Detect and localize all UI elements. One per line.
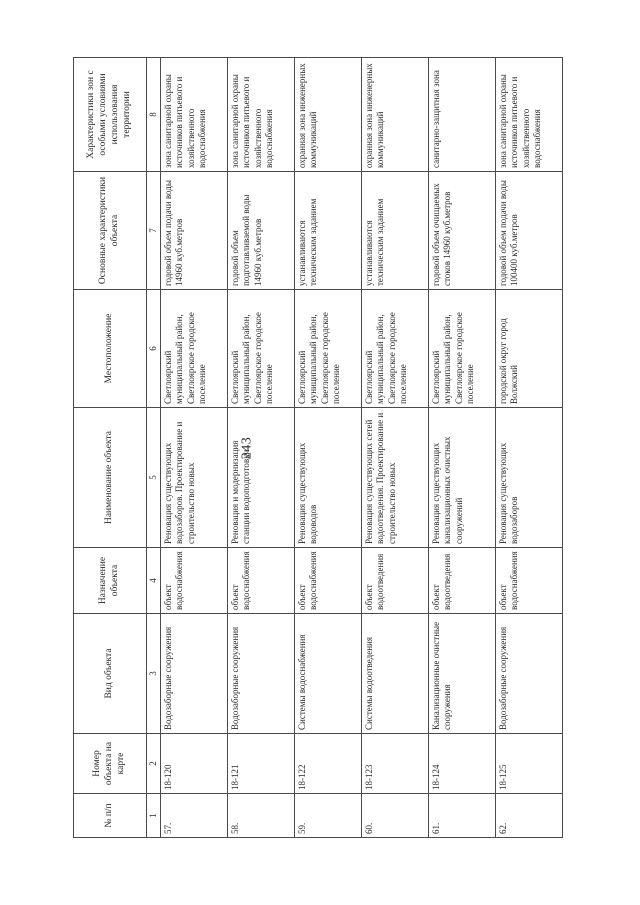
object-characteristics: годовой объем очищаемых стоков 14960 куб.метров <box>429 172 496 290</box>
object-location: городской округ город Волжский <box>496 290 563 408</box>
header-cell: Назначение объекта <box>74 548 147 614</box>
zone-characteristics: санитарно-защитная зона <box>429 58 496 172</box>
column-index: 7 <box>147 172 161 290</box>
header-cell: Наименование объекта <box>74 408 147 548</box>
object-characteristics: годовой объем подачи воды 100400 куб.метров <box>496 172 563 290</box>
object-characteristics: годовой объем подготавливаемой воды 14960 куб.метров <box>228 172 295 290</box>
header-cell: Вид объекта <box>74 614 147 734</box>
column-index: 4 <box>147 548 161 614</box>
row-number: 60. <box>362 794 429 838</box>
object-purpose: объект водоснабжения <box>295 548 362 614</box>
object-type: Системы водоотведения <box>362 614 429 734</box>
column-index: 5 <box>147 408 161 548</box>
map-number: 18-125 <box>496 734 563 794</box>
map-number: 18-121 <box>228 734 295 794</box>
object-name: Реновация существующих водозаборов <box>496 408 563 548</box>
object-name: Реновация существующих канализационных очистных сооружений <box>429 408 496 548</box>
column-index: 6 <box>147 290 161 408</box>
object-characteristics: устанавливаются техническим заданием <box>295 172 362 290</box>
table-row <box>362 58 429 838</box>
object-purpose: объект водоснабжения <box>496 548 563 614</box>
object-characteristics: годовой объем подачи воды 14960 куб.метров <box>161 172 228 290</box>
object-purpose: объект водоотведения <box>429 548 496 614</box>
object-purpose: объект водоснабжения <box>161 548 228 614</box>
row-number: 61. <box>429 794 496 838</box>
header-cell: № п/п <box>74 794 147 838</box>
object-type: Водозаборные сооружения <box>161 614 228 734</box>
object-name: Реновация и модернизация станции водоподготовки <box>228 408 295 548</box>
header-row <box>74 58 147 838</box>
column-index: 2 <box>147 734 161 794</box>
header-cell: Характеристики зон с особыми условиями использования территории <box>74 58 147 172</box>
object-purpose: объект водоснабжения <box>228 548 295 614</box>
object-purpose: объект водоотведения <box>362 548 429 614</box>
page-number: 243 <box>239 436 255 460</box>
object-location: Светлоярский муниципальный район, Светлоярское городское поселение <box>429 290 496 408</box>
table-row <box>161 58 228 838</box>
object-type: Системы водоснабжения <box>295 614 362 734</box>
object-characteristics: устанавливаются техническим заданием <box>362 172 429 290</box>
table-row <box>295 58 362 838</box>
header-cell: Номер объекта на карте <box>74 734 147 794</box>
column-index: 8 <box>147 58 161 172</box>
zone-characteristics: охранная зона инженерных коммуникаций <box>295 58 362 172</box>
column-index: 1 <box>147 794 161 838</box>
object-name: Реновация существующих водозаборов. Проектирование и строительство новых <box>161 408 228 548</box>
map-number: 18-120 <box>161 734 228 794</box>
zone-characteristics: зона санитарной охраны источников питьевого и хозяйственного водоснабжения <box>496 58 563 172</box>
zone-characteristics: зона санитарной охраны источников питьевого и хозяйственного водоснабжения <box>161 58 228 172</box>
object-name: Реновация существующих сетей водоотведения. Проектирование и строительство новых <box>362 408 429 548</box>
object-location: Светлоярский муниципальный район, Светлоярское городское поселение <box>161 290 228 408</box>
header-cell: Основные характеристики объекта <box>74 172 147 290</box>
row-number: 58. <box>228 794 295 838</box>
object-type: Водозаборные сооружения <box>228 614 295 734</box>
table-row <box>496 58 563 838</box>
row-number: 57. <box>161 794 228 838</box>
object-type: Канализационные очистные сооружения <box>429 614 496 734</box>
zone-characteristics: зона санитарной охраны источников питьевого и хозяйственного водоснабжения <box>228 58 295 172</box>
object-name: Реновация существующих водоводов <box>295 408 362 548</box>
rotated-table-container <box>73 58 542 838</box>
zone-characteristics: охранная зона инженерных коммуникаций <box>362 58 429 172</box>
object-location: Светлоярский муниципальный район, Светлоярское городское поселение <box>362 290 429 408</box>
column-index-row <box>147 58 161 838</box>
table-row <box>228 58 295 838</box>
object-location: Светлоярский муниципальный район, Светлоярское городское поселение <box>295 290 362 408</box>
row-number: 59. <box>295 794 362 838</box>
row-number: 62. <box>496 794 563 838</box>
map-number: 18-124 <box>429 734 496 794</box>
object-type: Водозаборные сооружения <box>496 614 563 734</box>
header-cell: Местоположение <box>74 290 147 408</box>
objects-table <box>73 57 563 838</box>
table-row <box>429 58 496 838</box>
map-number: 18-122 <box>295 734 362 794</box>
map-number: 18-123 <box>362 734 429 794</box>
object-location: Светлоярский муниципальный район, Светлоярское городское поселение <box>228 290 295 408</box>
column-index: 3 <box>147 614 161 734</box>
